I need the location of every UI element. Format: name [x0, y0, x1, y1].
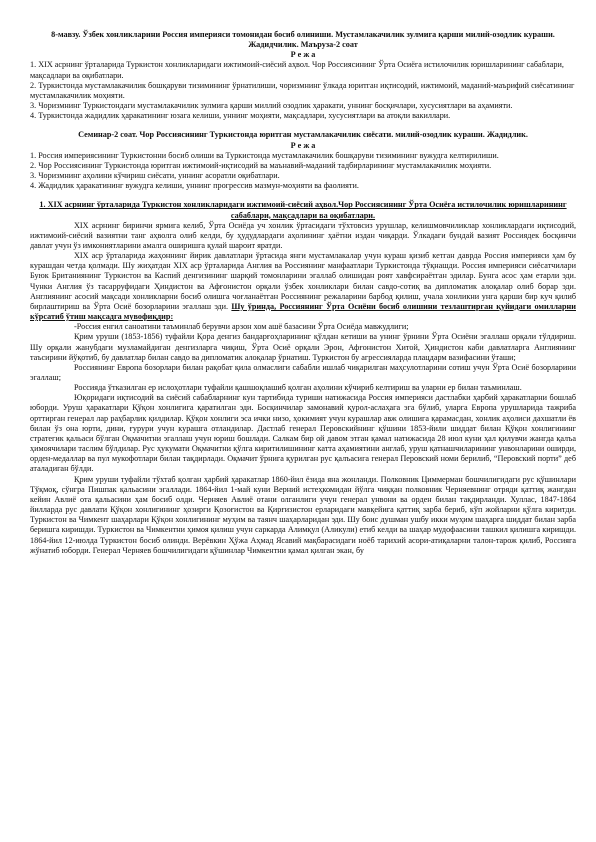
body-paragraph: -Россия енгил саноатини таъминлаб берувчи арзон хом ашё базасини Ўрта Осиёда мавжудлиги; [74, 322, 409, 332]
lecture-plan-item: 2. Туркистонда мустамлакачилик бошқаруви тизимининг ўрнатилиши, чоризмнинг ўлкада юритган иқтисодий, ижтимоий, маданий-маърифий сиёсатининг мустамлакачилик моҳияти. [30, 80, 575, 100]
body-paragraph: Қрим уруши туфайли тўхтаб қолган ҳарбий ҳаракатлар 1860-йил ёзида яна жонланди. Полковник Циммерман бошчилигидаги рус қўшинлари Тўқмоқ, сўнгра Пишпак қальасини эгаллади. 1864-йил 1-май куни Верний истеҳкомидан йўлга чиққан полковник Черняевнинг отряди қаттиқ жангдан кейин Авлиё ота қальасини ҳам босиб олди. Черняев Авлиё отани олганлиги учун генерал унвони ва орден билан тақдирланди. Хуллас, 1847-1864 йилларда рус давлати Қўқон хонлигининг ҳозирги Қозоғистон ва Қирғизистон ерларидаги мавқейига қаттиқ зарба бериб, кўп жойларни қўлга киритди. Туркистон ва Чимкент шаҳарлари Қўқон хонлигининг муҳим ва таянч шаҳарларидан эди. Шу боис душман ушбу икки муҳим шаҳарга шиддат билан зарба беришга киришди. Туркистон ва Чимкентни ҳимоя қилиш учун саркарда Алимқул (Аликули) етиб келди ва шаҳар мудофаасини ташкил қилишга киришди. 1864-йил 12-июлда Туркистон босиб олинди. Верёвкин Ҳўжа Аҳмад Ясавий мақбарасидаги нoёб тарихий асори-атиқаларни талон-тарож қилиб, Россияга жўнатиб юборди. Генерал Черняев бошчилигидаги қўшинлар Чимкентни қамал қилган экан, бу [30, 474, 576, 555]
body-paragraph [30, 251, 576, 322]
seminar-plan-item: 2. Чор Россиясининг Туркистонда юритган ижтимоий-иқтисодий ва маънавий-маданий тадбирларининг мустамлакачилик моҳияти. [30, 160, 492, 170]
lecture-plan-item: 4. Туркистонда жадидлик ҳаракатининг юзага келиши, уннинг моҳияти, мақсадлари, хусусиятлари ва атоқли вакиллари. [30, 111, 451, 121]
body-paragraph: Россиянинг Европа бозорлари билан рақобат қила олмаслиги сабабли ишлаб чиқарилган маҳсулотларини сотиш учун Ўрта Осиё бозорларини эгаллаш; [30, 362, 576, 382]
seminar-plan-heading: Р е ж а [290, 140, 316, 150]
body-paragraph: Қрим уруши (1853-1856) туфайли Қора денгиз бандарғоҳларининг қўлдан кетиши ва унинг ўрнини Ўрта Осиёни эгаллаш орқали тўлдириш. Шу орқали жанубдаги музламайдиган денгизларга чиқиш, Ўрта Осиё орқали Эрон, Афғонистон Хитой, Ҳиндистон каби давлатларга Англиянинг таъсирини йўқотиб, бу давлатлар билан савдо ва дипломатик алоқалар ўрнатиш. Туркистон бу агрессияларда плацдарм вазифасини ўташи; [30, 332, 576, 362]
seminar-title: Семинар-2 соат. Чор Россиясининг Туркистонда юритган мустамлакачилик сиёсати. милий-озодлик кураши. Жадидлик. [78, 130, 528, 140]
topic-title: 8-мавзу. Ўзбек хонликларини Россия империяси томонидан босиб олиниши. Мустамлакачилик зулмига қарши милий-озодлик кураши. Жадидчилик. Маъруза-2 соат [51, 30, 555, 50]
spacer [30, 191, 576, 200]
seminar-plan-item: 3. Чоризмнинг аҳолини кўчириш сиёсати, уннинг асоратли оқибатлари. [30, 171, 280, 181]
lecture-plan-heading: Р е ж а [290, 50, 316, 60]
lecture-plan-item: 3. Чоризмнинг Туркистондаги мустамлакачилик зулмига қарши миллий озодлик ҳаракати, уннинг босқичлари, хусусиятлари ва аҳамияти. [30, 101, 513, 111]
lecture-plan-item: 1. XIX асрнинг ўрталарида Туркистон хонликларидаги ижтимоий-сиёсий аҳвол. Чор Россиясининг Ўрта Осиёга истилочилик юришларининг сабаблари, мақсадлари ва оқибатлари. [30, 60, 564, 80]
body-paragraph: Юқоридаги иқтисодий ва сиёсий сабабларнинг кун тартибида туриши натижасида Россия империяси дастлабки ҳарбий ҳаракатларни бошлаб юборди. Уруш ҳаракатлари Қўқон хонлигига қаратилган эди. Босқинчилар замонавий қурол-аслаҳага эга бўлиб, уларга Европа урушларида тажриба орттирган генерал лар раҳбарлик қилдилар. Қўқон хонлиги эса ички низо, ҳокимият учун курашлар авж олишига қарамасдан, хонлик аҳолиси дахшатли ёв билан ўз она юрти, дини, ғурури учун курашга отландилар. Дастлаб генерал Перовскийнинг қўшини 1853-йили шиддат билан Қўқон хонлигининг стратегик қальаси бўлган Оқмачитни эгаллаш учун юриш бошлади. Салкам бир ой давом этган қамал натижасида 28 июл куни ҳал қилувчи жангда қалъа ҳимоячилари таслим бўлдилар. Рус ҳукумати Оқмачитни қўлга киритилишининг катта аҳамиятини англаб, уруш қатнашчиларининг унвонларини оширди, орден-медаллар ва пул мукофотлари билан тақдирлади. Оқмачит ўрнига қурилган рус қалъасига генерал Перовский номи берилиб, “Перовский порти” деб аталадиган бўлди. [30, 393, 576, 474]
seminar-plan-item: 4. Жадидлик ҳаракатининг вужудга келиши, уннинг прогрессив мазмун-моҳияти ва фаолияти. [30, 181, 359, 191]
section-heading: 1. XIX асрнинг ўрталарида Туркистон хонликларидаги ижтимоий-сиёсий аҳвол.Чор Россиясининг Ўрта Осиёга истилочилик юришларининг сабаблари, мақсадлари ва оқибатлари. [39, 200, 567, 220]
body-paragraph: Россияда ўтказилган ер ислоҳотлари туфайли қашшоқлашиб қолган аҳолини кўчириб келтириш ва уларни ер билан таъминлаш. [74, 383, 522, 393]
body-paragraph: XIX асрнинг биринчи ярмига келиб, Ўрта Осиёда уч хонлик ўртасидаги тўхтовсиз урушлар, келишмовчиликлар хонликлардаги иқтисодий, ижтимоий-сиёсий вазиятни танг аҳволга олиб келди, бу ҳудудлардаги аҳолининг ҳаётни издан чиқарди. Ўлкадаги бундай вазият Россиядек босқинчи давлат учун ўз имкониятларини амалга оширишга қулай шароит яратди. [30, 220, 576, 250]
spacer [30, 121, 576, 130]
seminar-plan-item: 1. Россия империясининг Туркистонни босиб олиши ва Туркистонда мустамлакачилик бошқаруви тизимининг вужудга келтирилиши. [30, 150, 499, 160]
paragraph-emphasis: Шу ўринда, Россиянинг Ўрта Осиёни босиб олишини тезлаштирган қуйидаги омилларни кўрсатиб ўтиш мақсадга мувофиқдир: [30, 301, 576, 322]
paragraph-text: XIX аср ўрталарида жаҳоннинг йирик давлатлари ўртасида янги мустамлакалар учун кураш қизиб кетган даврда Россия империяси ҳам бу курашдан четда қолмади. Шу жиҳатдан XIX аср ўрталарида Англия ва Россиянинг манфаатлари Туркистонда тўқнашди. Россия империяси сиёсатчилари Буюк Британиянинг Туркистон ва Каспий денгизининг шарқий томонларини эгаллаб олишидан роят хавфсираётган эдилар. Бунга асос ҳам етарли эди. Чунки Англия ўз тасарруфидаги Ҳиндистон ва Афғонистон орқали ўзбек хонликлари билан савдо-сотиқ ва дипломатик алоқалар олиб борар эди. Англиянинг асосий мақсади хонликларни босиб олишга чоғланаётган Россиянинг режаларини барбод қилиш, учала хонликни унга қарши бир куч қилиб бирлаштириш ва Ўрта Осиё бозорларини эгаллаш эди. [30, 251, 576, 311]
